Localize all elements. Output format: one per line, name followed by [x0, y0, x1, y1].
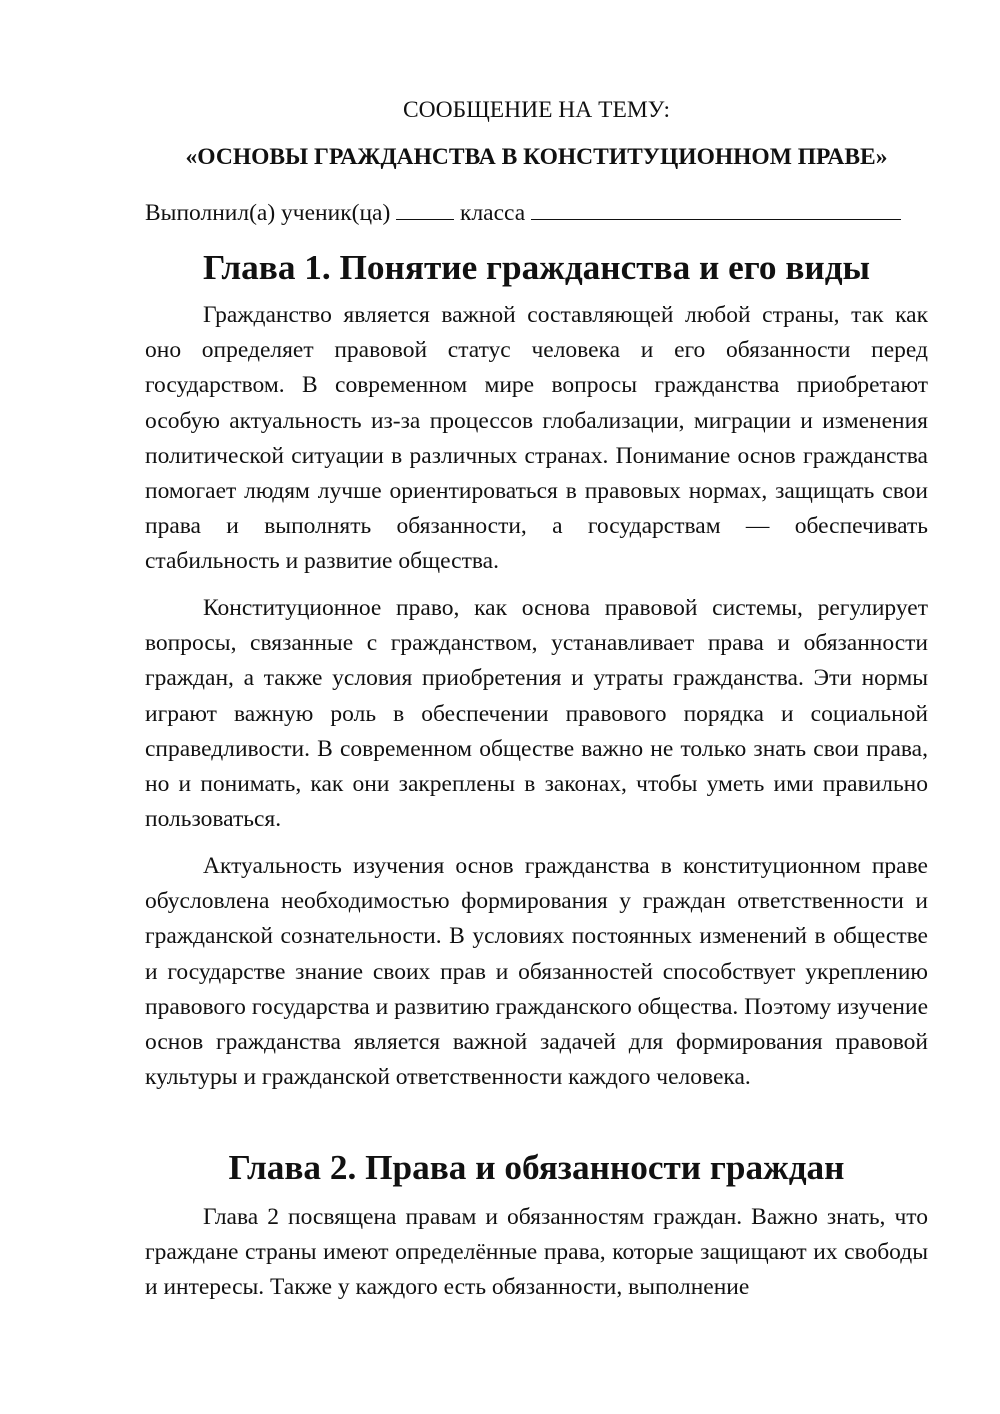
- author-line-prefix: Выполнил(а) ученик(ца): [145, 200, 391, 226]
- chapter-2-paragraph-1: Глава 2 посвящена правам и обязанностям граждан. Важно знать, что граждане страны имеют определённые права, которые защищают их свободы и интересы. Также у каждого есть обязанности, выполнение: [145, 1204, 928, 1301]
- chapter-1-paragraph-3: Актуальность изучения основ гражданства в конституционном праве обусловлена необходимостью формирования у граждан ответственности и гражданской сознательности. В условиях постоянных изменений в обществе и государстве знание своих прав и обязанностей способствует укреплению правового государства и развитию гражданского общества. Поэтому изучение основ гражданства является важной задачей для формирования правовой культуры и гражданской ответственности каждого человека.: [145, 853, 928, 1091]
- class-blank: [531, 197, 901, 220]
- document-subtitle: «ОСНОВЫ ГРАЖДАНСТВА В КОНСТИТУЦИОННОМ ПРАВЕ»: [185, 144, 888, 170]
- chapter-1-heading: Глава 1. Понятие гражданства и его виды: [202, 248, 871, 287]
- author-line-middle: класса: [460, 200, 526, 226]
- grade-blank: [396, 197, 454, 220]
- chapter-2-heading: Глава 2. Права и обязанности граждан: [228, 1148, 845, 1187]
- chapter-1-paragraph-1: Гражданство является важной составляющей любой страны, так как оно определяет правовой статус человека и его обязанности перед государством. В современном мире вопросы гражданства приобретают особую актуальность из-за процессов глобализации, миграции и изменения политической ситуации в различных странах. Понимание основ гражданства помогает людям лучше ориентироваться в правовых нормах, защищать свои права и выполнять обязанности, а государствам — обеспечивать стабильность и развитие общества.: [145, 302, 928, 575]
- document-title: СООБЩЕНИЕ НА ТЕМУ:: [402, 97, 671, 123]
- chapter-1-paragraph-2: Конституционное право, как основа правовой системы, регулирует вопросы, связанные с гражданством, устанавливает права и обязанности граждан, а также условия приобретения и утраты гражданства. Эти нормы играют важную роль в обеспечении правового порядка и социальной справедливости. В современном обществе важно не только знать свои права, но и понимать, как они закреплены в законах, чтобы уметь ими правильно пользоваться.: [145, 595, 928, 833]
- author-line: [145, 196, 928, 231]
